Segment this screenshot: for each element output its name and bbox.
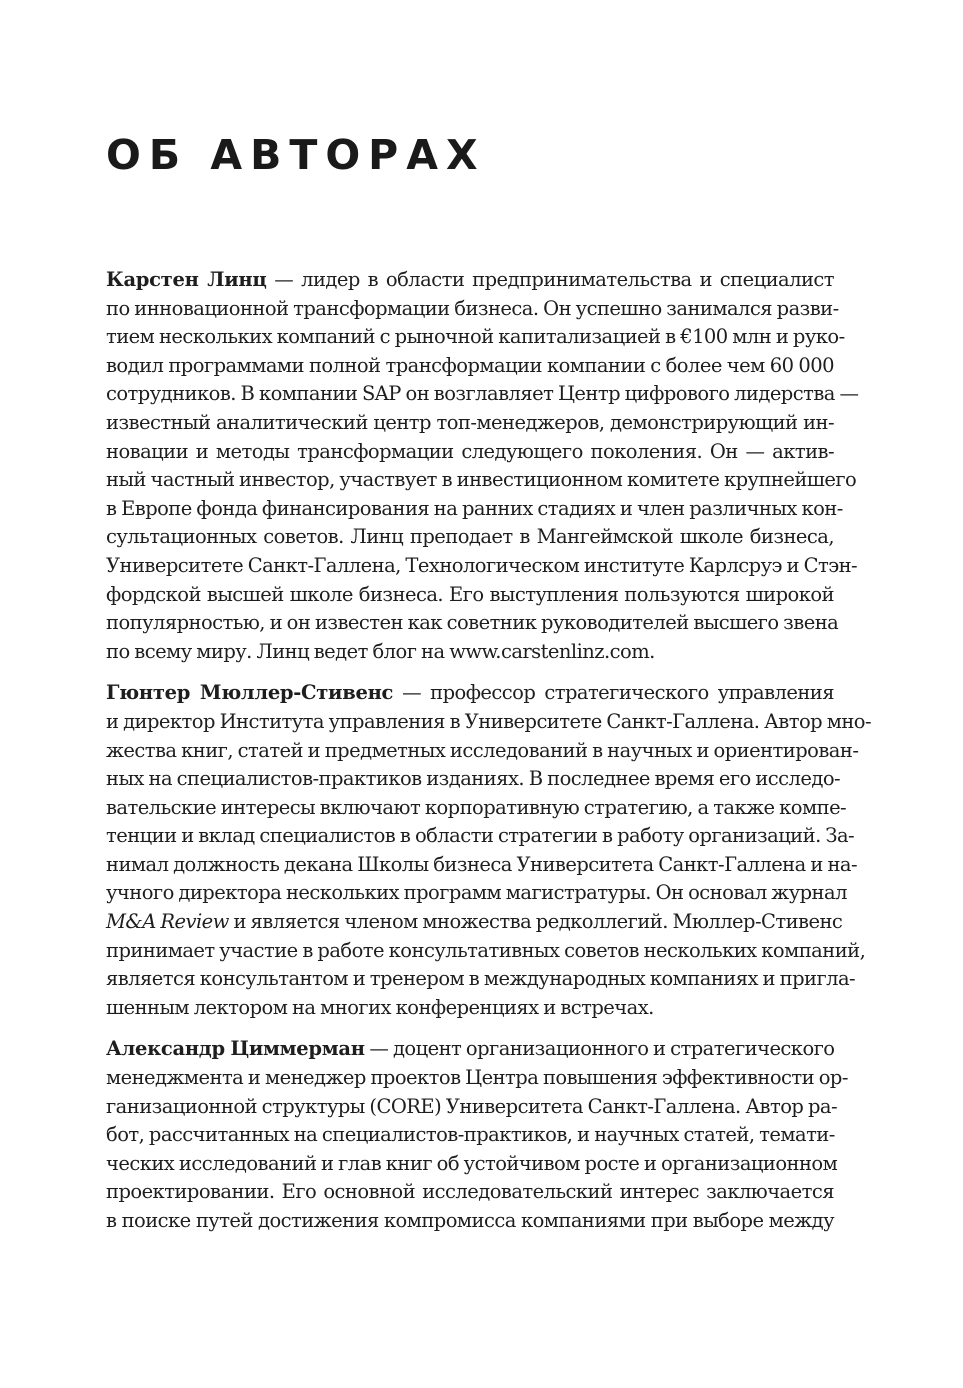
bio-line: сотрудников. В компании SAP он возглавляет Центр цифрового лидерства — [106, 382, 859, 406]
author-bio-linz [106, 266, 859, 666]
bio-line: нимал должность декана Школы бизнеса Университета Санкт-Галлена и на- [106, 852, 858, 876]
bio-line: и директор Института управления в Университете Санкт-Галлена. Автор мно- [106, 709, 872, 733]
bio-line [106, 1035, 834, 1064]
bio-line: бот, рассчитанных на специалистов-практиков, и научных статей, темати- [106, 1123, 835, 1147]
bio-line: ганизационной структуры (CORE) Университета Санкт-Галлена. Автор ра- [106, 1094, 838, 1118]
bio-line: вательские интересы включают корпоративную стратегию, а также компе- [106, 795, 847, 819]
bio-line: жества книг, статей и предметных исследований в научных и ориентирован- [106, 738, 859, 762]
bio-text: — лидер в области предпринимательства и специалист [266, 268, 835, 291]
author-name: Карстен Линц [106, 268, 267, 291]
bio-line: сультационных советов. Линц преподает в Мангеймской школе бизнеса, [106, 525, 834, 549]
author-bio-muller-stevens [106, 679, 872, 1022]
bio-line: в Европе фонда финансирования на ранних стадиях и член различных кон- [106, 496, 843, 520]
bio-line: является консультантом и тренером в международных компаниях и пригла- [106, 967, 856, 991]
bio-line: известный аналитический центр топ-менеджеров, демонстрирующий ин- [106, 410, 834, 434]
page-title: ОБ АВТОРАХ [106, 131, 486, 179]
bio-line: популярностью, и он известен как советник руководителей высшего звена [106, 611, 839, 635]
bio-line: Университете Санкт-Галлена, Технологическом институте Карлсруэ и Стэн- [106, 553, 858, 577]
bio-line [106, 266, 834, 295]
bio-line: по инновационной трансформации бизнеса. Он успешно занимался разви- [106, 296, 839, 320]
bio-line: ных на специалистов-практиков изданиях. В последнее время его исследо- [106, 767, 841, 791]
bio-line: фордской высшей школе бизнеса. Его выступления пользуются широкой [106, 582, 834, 606]
author-name: Александр Циммерман [106, 1037, 365, 1061]
bio-line: новации и методы трансформации следующего поколения. Он — актив- [106, 439, 834, 463]
author-name: Гюнтер Мюллер-Стивенс [106, 681, 394, 705]
bio-text: — профессор стратегического управления [393, 681, 834, 705]
author-bio-zimmermann [106, 1035, 848, 1235]
bio-line: водил программами полной трансформации компании с более чем 60 000 [106, 353, 834, 377]
bio-line: принимает участие в работе консультативных советов нескольких компаний, [106, 938, 866, 962]
bio-line: тенции и вклад специалистов в области стратегии в работу организаций. За- [106, 824, 855, 848]
bio-line: тием нескольких компаний с рыночной капитализацией в €100 млн и руко- [106, 325, 845, 349]
bio-line: менеджмента и менеджер проектов Центра повышения эффективности ор- [106, 1066, 848, 1090]
bio-line [106, 908, 843, 937]
bio-text: и является членом множества редколлегий. Мюллер-Стивенс [228, 910, 843, 934]
bio-line: ческих исследований и глав книг об устойчивом росте и организационном [106, 1151, 838, 1175]
bio-line: шенным лектором на многих конференциях и встречах. [106, 995, 654, 1019]
bio-line: по всему миру. Линц ведет блог на www.carstenlinz.com. [106, 639, 655, 663]
journal-title: M&A Review [106, 910, 229, 934]
bio-line: учного директора нескольких программ магистратуры. Он основал журнал [106, 881, 847, 905]
authors-section [106, 266, 872, 1249]
bio-line: в поиске путей достижения компромисса компаниями при выборе между [106, 1209, 834, 1232]
bio-line: ный частный инвестор, участвует в инвестиционном комитете крупнейшего [106, 468, 857, 492]
bio-line [106, 679, 834, 708]
bio-line: проектировании. Его основной исследовательский интерес заключается [106, 1180, 834, 1204]
bio-text: — доцент организационного и стратегического [364, 1037, 835, 1061]
